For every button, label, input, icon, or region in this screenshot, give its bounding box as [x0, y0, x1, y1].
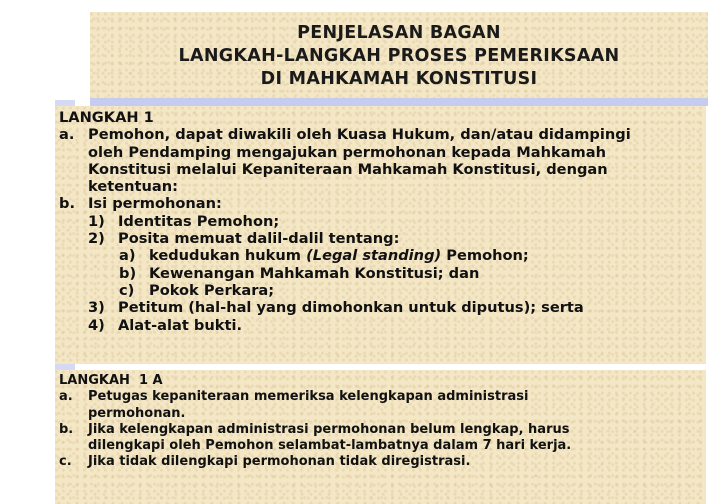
list-marker: 3): [88, 299, 105, 317]
list-text: Pemohon, dapat diwakili oleh Kuasa Hukum, dan/atau didampingi: [88, 126, 631, 144]
step-1a-heading: LANGKAH 1 A: [59, 373, 163, 388]
list-item-continuation: permohonan.: [88, 405, 186, 421]
step-1a-panel: [55, 370, 706, 504]
list-item: [59, 317, 700, 334]
list-marker: 1): [88, 212, 105, 230]
list-item: [59, 422, 700, 438]
list-item-continuation: ketentuan:: [88, 178, 178, 196]
list-marker: c): [119, 281, 135, 299]
list-marker: a.: [59, 389, 73, 405]
title-line-2: LANGKAH-LANGKAH PROSES PEMERIKSAAN: [178, 46, 620, 66]
list-item: [59, 282, 700, 299]
list-item-continuation: Konstitusi melalui Kepaniteraan Mahkamah Konstitusi, dengan: [88, 160, 608, 178]
list-text: Jika kelengkapan administrasi permohonan belum lengkap, harus: [88, 421, 570, 437]
list-text: Petugas kepaniteraan memeriksa kelengkapan administrasi: [88, 389, 529, 405]
list-marker: a): [119, 247, 136, 265]
list-item: [59, 213, 700, 230]
list-text-italic: (Legal standing): [306, 247, 442, 265]
title-line-1: PENJELASAN BAGAN: [297, 23, 501, 43]
list-text: Pokok Perkara;: [149, 281, 275, 299]
slide-title: [90, 12, 708, 98]
list-marker: 2): [88, 230, 105, 248]
step-1-heading: LANGKAH 1: [59, 109, 154, 126]
list-text: Posita memuat dalil-dalil tentang:: [118, 230, 400, 248]
list-item: [59, 389, 700, 405]
title-line-3: DI MAHKAMAH KONSTITUSI: [260, 69, 538, 89]
list-marker: b): [119, 264, 137, 282]
list-item-continuation: dilengkapi oleh Pemohon selambat-lambatnya dalam 7 hari kerja.: [88, 438, 572, 454]
list-text: Identitas Pemohon;: [118, 212, 280, 230]
list-text: kedudukan hukum: [149, 247, 301, 265]
list-item: [59, 265, 700, 282]
list-marker: a.: [59, 126, 75, 144]
list-item-continuation: oleh Pendamping mengajukan permohonan kepada Mahkamah: [88, 143, 606, 161]
list-marker: b.: [59, 195, 75, 213]
list-text: Petitum (hal-hal yang dimohonkan untuk diputus); serta: [118, 299, 584, 317]
list-item: [59, 230, 700, 247]
list-text: Alat-alat bukti.: [118, 316, 242, 334]
decorative-blue-strip: [90, 98, 708, 106]
list-text: Pemohon;: [446, 247, 529, 265]
list-text: Jika tidak dilengkapi permohonan tidak diregistrasi.: [88, 454, 471, 470]
step-1-panel: [55, 106, 706, 364]
list-text: Isi permohonan:: [88, 195, 222, 213]
list-item: [59, 299, 700, 316]
list-marker: b.: [59, 421, 74, 437]
list-marker: c.: [59, 454, 72, 470]
list-text: Kewenangan Mahkamah Konstitusi; dan: [149, 264, 480, 282]
list-item: [59, 126, 700, 143]
list-item: [59, 247, 700, 264]
list-item: [59, 195, 700, 212]
list-item: [59, 454, 700, 470]
list-marker: 4): [88, 316, 105, 334]
